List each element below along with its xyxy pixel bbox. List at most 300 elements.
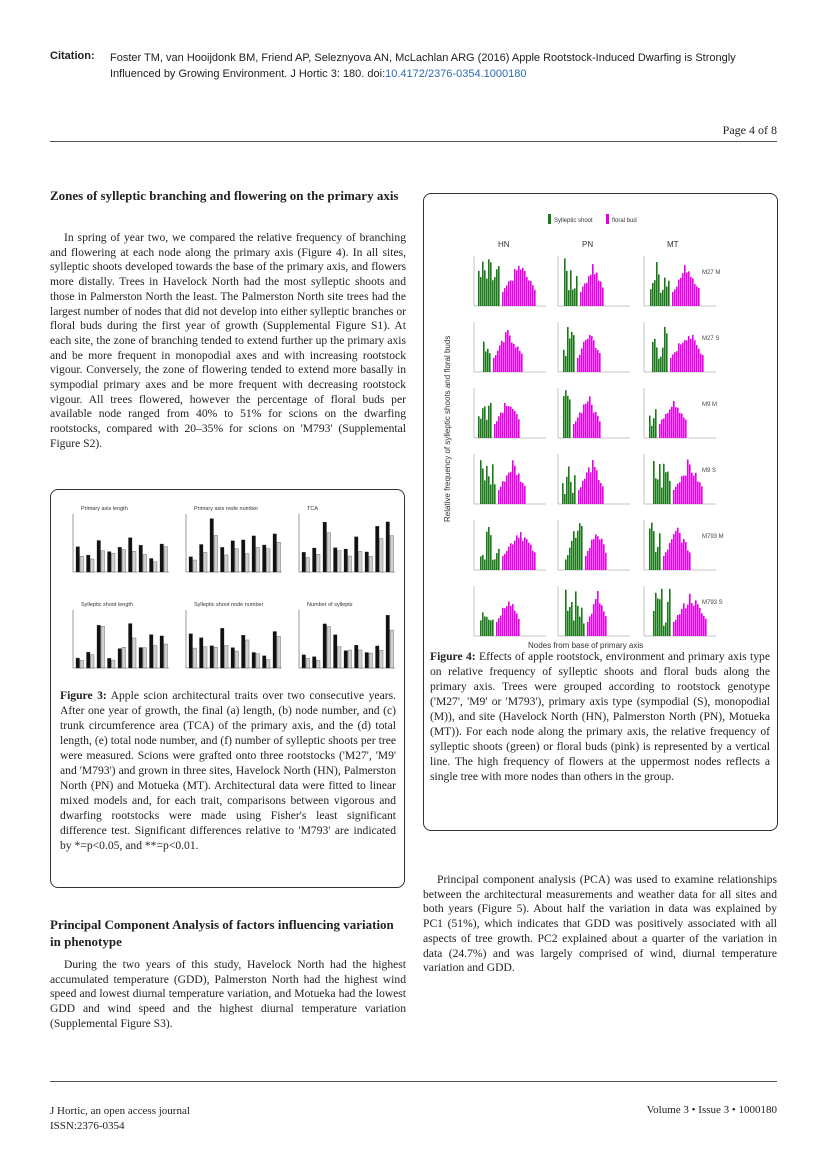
figure-4-green-bar xyxy=(482,555,484,570)
figure-3-bar xyxy=(355,645,359,668)
figure-4-green-bar xyxy=(570,270,572,306)
figure-3-bar xyxy=(313,548,317,572)
figure-3-panel-title: TCA xyxy=(307,506,318,512)
figure-3-bar xyxy=(273,534,277,572)
figure-4-green-bar xyxy=(659,464,661,504)
figure-4-pink-bar xyxy=(682,273,684,306)
figure-3-bar xyxy=(323,624,327,668)
figure-4-pink-bar xyxy=(595,412,597,438)
figure-3-bar xyxy=(112,553,116,572)
figure-4-pink-bar xyxy=(577,418,579,438)
figure-4-green-bar xyxy=(486,617,488,636)
citation-text xyxy=(110,50,780,82)
figure-3-bar xyxy=(108,658,112,668)
figure-4-pink-bar xyxy=(516,414,518,438)
figure-4-pink-bar xyxy=(587,622,589,636)
figure-4-green-bar xyxy=(490,262,492,306)
figure-4-pink-bar xyxy=(687,550,689,570)
figure-4-pink-bar xyxy=(579,412,581,438)
figure-4-caption-label: Figure 4: xyxy=(430,650,476,663)
figure-4-pink-bar xyxy=(597,350,599,372)
figure-4-pink-bar xyxy=(671,539,673,570)
figure-3-bar xyxy=(344,651,348,668)
figure-3-bar xyxy=(164,644,168,668)
figure-3-bar xyxy=(80,556,84,572)
figure-4-pink-bar xyxy=(685,542,687,570)
figure-4-pink-bar xyxy=(512,281,514,306)
figure-3-bar xyxy=(359,551,363,572)
figure-4-green-bar xyxy=(573,531,575,570)
figure-4-pink-bar xyxy=(698,288,700,306)
figure-4-green-bar xyxy=(571,602,573,636)
figure-4-green-bar xyxy=(663,626,665,636)
figure-4-pink-bar xyxy=(590,472,592,504)
figure-4-pink-bar xyxy=(679,614,681,636)
figure-4-pink-bar xyxy=(703,616,705,636)
figure-4-pink-bar xyxy=(510,407,512,438)
legend-sylleptic: Sylleptic shoot xyxy=(554,218,593,224)
figure-4-pink-bar xyxy=(591,614,593,636)
figure-4-green-bar xyxy=(494,484,496,504)
figure-4-green-bar xyxy=(564,258,566,306)
figure-3-bar xyxy=(242,635,246,668)
figure-3-bar xyxy=(154,646,158,668)
figure-4-pink-bar xyxy=(592,460,594,504)
figure-4-green-bar xyxy=(658,274,660,306)
figure-3-bar xyxy=(87,555,91,572)
figure-4-green-bar xyxy=(575,591,577,636)
figure-4-pink-bar xyxy=(524,537,526,570)
figure-3-bar xyxy=(365,652,369,668)
figure-4-pink-bar xyxy=(602,486,604,504)
figure-3-bar xyxy=(267,549,271,572)
figure-4-green-bar xyxy=(667,472,669,504)
figure-4-pink-bar xyxy=(504,288,506,306)
figure-4-pink-bar xyxy=(673,401,675,438)
figure-4-pink-bar xyxy=(693,476,695,504)
figure-4-pink-bar xyxy=(498,416,500,438)
figure-4-green-bar xyxy=(569,399,571,438)
figure-4-pink-bar xyxy=(583,404,585,438)
figure-4-green-bar xyxy=(656,347,658,372)
figure-4-pink-bar xyxy=(667,413,669,438)
figure-3-bar xyxy=(150,635,154,668)
figure-3-bar xyxy=(101,551,105,572)
figure-4-pink-bar xyxy=(675,407,677,438)
figure-3-bar xyxy=(210,519,214,572)
figure-4-pink-bar xyxy=(500,486,502,504)
figure-4-green-bar xyxy=(496,553,498,570)
figure-3-bar xyxy=(369,653,373,668)
figure-4-green-bar xyxy=(655,478,657,504)
figure-4-pink-bar xyxy=(514,611,516,636)
figure-4-pink-bar xyxy=(676,287,678,306)
figure-4-green-bar xyxy=(498,549,500,570)
figure-4-green-bar xyxy=(665,472,667,504)
figure-4-pink-bar xyxy=(676,351,678,372)
figure-4-pink-bar xyxy=(596,273,598,306)
figure-4-green-bar xyxy=(654,280,656,306)
figure-4-pink-bar xyxy=(508,473,510,504)
figure-4-green-bar xyxy=(480,556,482,570)
figure-4-pink-bar xyxy=(493,358,495,372)
figure-4-pink-bar xyxy=(697,481,699,504)
paragraph-pca-intro: During the two years of this study, Havelock North had the highest accumulated temperature (GDD), Palmerston North had the highest wind speed and lowest diurnal temperature variation, and Motueka had the lowest GDD and wind speed and the highest diurnal temperature variation (Supplemental Figure S3). xyxy=(50,958,406,1030)
figure-4-pink-bar xyxy=(661,419,663,438)
figure-4-pink-bar xyxy=(683,476,685,504)
figure-4-green-bar xyxy=(660,357,662,372)
figure-3-bar xyxy=(204,552,208,572)
figure-4-green-bar xyxy=(569,607,571,636)
figure-4-pink-bar xyxy=(589,335,591,372)
figure-3-bar xyxy=(302,552,306,572)
figure-4-pink-bar xyxy=(683,418,685,438)
figure-4-pink-bar xyxy=(675,531,677,570)
figure-4-pink-bar xyxy=(526,539,528,570)
figure-3-bar xyxy=(76,547,80,572)
figure-4-pink-bar xyxy=(698,349,700,372)
figure-3-panel-title: Number of syllepts xyxy=(307,602,353,608)
figure-4-pink-bar xyxy=(508,602,510,636)
figure-4-pink-bar xyxy=(506,551,508,570)
figure-3-bar xyxy=(263,656,267,668)
figure-4-histograms xyxy=(430,202,770,654)
figure-4-pink-bar xyxy=(675,620,677,636)
figure-4-pink-bar xyxy=(685,420,687,438)
figure-3-bar xyxy=(214,535,218,572)
figure-4-pink-bar xyxy=(501,341,503,372)
figure-4-pink-bar xyxy=(685,476,687,504)
figure-4-pink-bar xyxy=(674,289,676,306)
figure-4-pink-bar xyxy=(591,540,593,570)
figure-4-pink-bar xyxy=(590,275,592,306)
figure-3-bar xyxy=(129,538,133,572)
figure-3-bar xyxy=(193,648,197,668)
section-heading-zones: Zones of sylleptic branching and flowering on the primary axis xyxy=(50,188,399,203)
figure-4-green-bar xyxy=(566,477,568,504)
figure-4-green-bar xyxy=(657,598,659,636)
figure-4-pink-bar xyxy=(669,410,671,438)
figure-4-pink-bar xyxy=(521,354,523,372)
figure-4-pink-bar xyxy=(597,536,599,570)
figure-4-green-bar xyxy=(567,555,569,570)
figure-4-pink-bar xyxy=(689,594,691,636)
figure-4-green-bar xyxy=(565,590,567,636)
figure-4-box xyxy=(423,193,778,831)
figure-4-green-bar xyxy=(668,281,670,306)
figure-4-green-bar xyxy=(659,533,661,570)
figure-4-pink-bar xyxy=(663,418,665,438)
figure-4-green-bar xyxy=(489,353,491,372)
figure-4-pink-bar xyxy=(701,486,703,504)
figure-4-pink-bar xyxy=(678,343,680,372)
figure-3-bar xyxy=(344,549,348,572)
figure-4-green-bar xyxy=(574,288,576,306)
figure-4-green-bar xyxy=(571,332,573,372)
figure-4-pink-bar xyxy=(673,622,675,636)
figure-4-pink-bar xyxy=(675,487,677,504)
figure-3-bar xyxy=(376,526,380,572)
figure-4-green-bar xyxy=(483,342,485,372)
figure-4-pink-bar xyxy=(522,268,524,306)
figure-4-pink-bar xyxy=(512,409,514,438)
figure-4-green-bar xyxy=(486,279,488,306)
figure-4-pink-bar xyxy=(520,482,522,504)
figure-4-pink-bar xyxy=(600,483,602,504)
figure-4-green-bar xyxy=(478,416,480,438)
figure-4-green-bar xyxy=(494,559,496,570)
figure-4-pink-bar xyxy=(504,403,506,438)
figure-4-pink-bar xyxy=(684,265,686,306)
figure-3-bar xyxy=(235,549,239,572)
figure-4-green-bar xyxy=(577,531,579,570)
figure-4-pink-bar xyxy=(699,608,701,636)
figure-4-green-bar xyxy=(490,535,492,570)
figure-4-pink-bar xyxy=(582,481,584,504)
figure-4-pink-bar xyxy=(508,406,510,438)
figure-4-pink-bar xyxy=(591,405,593,438)
figure-3-bar xyxy=(91,655,95,668)
figure-3-bar xyxy=(246,640,250,668)
figure-4-green-bar xyxy=(488,406,490,438)
figure-3-bar xyxy=(118,547,122,572)
figure-4-green-bar xyxy=(482,408,484,438)
legend-floral: floral bud xyxy=(612,218,637,224)
footer-volume: Volume 3 • Issue 3 • 1000180 xyxy=(646,1104,777,1116)
figure-4-green-bar xyxy=(664,327,666,372)
figure-4-pink-bar xyxy=(689,552,691,570)
figure-3-bar xyxy=(376,646,380,668)
figure-4-pink-bar xyxy=(597,416,599,438)
figure-4-histogram xyxy=(644,388,716,438)
figure-4-green-bar xyxy=(492,560,494,570)
figure-4-pink-bar xyxy=(504,554,506,570)
figure-4-pink-bar xyxy=(513,344,515,372)
figure-4-pink-bar xyxy=(522,541,524,570)
figure-4-pink-bar xyxy=(685,608,687,636)
figure-4-pink-bar xyxy=(690,339,692,372)
figure-3-box xyxy=(50,489,405,888)
figure-4-pink-bar xyxy=(515,347,517,372)
citation-label: Citation: xyxy=(50,50,95,62)
figure-4-green-bar xyxy=(652,342,654,372)
figure-4-pink-bar xyxy=(498,490,500,504)
figure-4-pink-bar xyxy=(595,348,597,372)
figure-4-pink-bar xyxy=(705,619,707,636)
figure-4-green-bar xyxy=(567,611,569,636)
figure-4-pink-bar xyxy=(589,548,591,570)
figure-4-histogram xyxy=(644,256,716,306)
figure-3-caption-text: Apple scion architectural traits over two consecutive years. After one year of growth, the final (a) length, (b) node number, and (c) trunk circumference area (TCA) of the primary axis, and the (d) total length, (e) total node number, and (f) number of sylleptic shoots per tree were measured. Scions were grafted onto three rootstocks ('M27', 'M9' and 'M793') and grown in three sites, Havelock North (HN), Palmerston North (PN) and Motueka (MT). Architectural data were fitted to linear mixed models and, for each trait, comparisons between vigorous and dwarfing rootstocks were made using Fisher's least significant difference test. Significant differences relative to 'M793' are indicated by *=p<0.05, and **=p<0.01. xyxy=(60,689,396,852)
column-header-hn: HN xyxy=(498,240,510,249)
figure-3-bar xyxy=(277,636,281,668)
figure-4-green-bar xyxy=(577,606,579,636)
figure-4-pink-bar xyxy=(508,547,510,570)
figure-4-green-bar xyxy=(484,616,486,636)
figure-3-bar xyxy=(193,560,197,572)
figure-4-green-bar xyxy=(565,559,567,570)
figure-4-green-bar xyxy=(498,266,500,306)
figure-4-pink-bar xyxy=(518,419,520,438)
figure-3-bar xyxy=(221,628,225,668)
figure-4-pink-bar xyxy=(599,421,601,438)
figure-3-bar xyxy=(150,558,154,572)
figure-4-pink-bar xyxy=(686,272,688,306)
figure-3-panel xyxy=(186,506,282,572)
figure-4-pink-bar xyxy=(598,281,600,306)
citation-reference: Foster TM, van Hooijdonk BM, Friend AP, Seleznyova AN, McLachlan ARG (2016) Apple Rootstock-Induced Dwarfing is Strongly Influenced by Growing Environment. J Hortic 3: 180. doi: xyxy=(110,52,736,80)
figure-4-pink-bar xyxy=(593,340,595,372)
figure-4-pink-bar xyxy=(502,292,504,306)
figure-3-bar xyxy=(313,657,317,668)
figure-4-pink-bar xyxy=(534,290,536,306)
figure-3-bar xyxy=(139,545,143,572)
figure-4-pink-bar xyxy=(534,552,536,570)
figure-4-row-label: M793 S xyxy=(702,600,723,606)
figure-4-pink-bar xyxy=(530,545,532,570)
figure-4-pink-bar xyxy=(514,411,516,438)
figure-4-pink-bar xyxy=(678,280,680,306)
figure-4-green-bar xyxy=(652,283,654,306)
figure-4-histogram xyxy=(644,586,716,636)
figure-4-pink-bar xyxy=(679,482,681,504)
figure-3-bar xyxy=(348,650,352,668)
figure-4-pink-bar xyxy=(577,358,579,372)
figure-4-green-bar xyxy=(651,426,653,438)
figure-4-pink-bar xyxy=(594,274,596,306)
figure-3-bar xyxy=(306,658,310,668)
figure-3-bar xyxy=(317,554,321,572)
figure-4-green-bar xyxy=(567,396,569,438)
figure-4-pink-bar xyxy=(505,332,507,372)
figure-4-pink-bar xyxy=(496,421,498,438)
figure-3-bar xyxy=(133,551,137,572)
figure-4-pink-bar xyxy=(498,618,500,636)
figure-3-bar xyxy=(302,655,306,668)
figure-4-pink-bar xyxy=(593,412,595,438)
figure-4-green-bar xyxy=(486,420,488,438)
figure-4-pink-bar xyxy=(584,283,586,306)
figure-3-bar xyxy=(143,554,147,572)
figure-4-pink-bar xyxy=(595,599,597,636)
figure-4-pink-bar xyxy=(511,343,513,372)
figure-4-pink-bar xyxy=(520,532,522,570)
figure-4-green-bar xyxy=(568,290,570,306)
figure-3-panel xyxy=(73,506,169,572)
figure-4-pink-bar xyxy=(589,396,591,438)
figure-4-green-bar xyxy=(573,335,575,372)
figure-4-pink-bar xyxy=(510,280,512,306)
figure-4-pink-bar xyxy=(588,276,590,306)
figure-4-pink-bar xyxy=(663,556,665,570)
figure-4-pink-bar xyxy=(579,355,581,372)
figure-4-histogram xyxy=(474,454,546,504)
figure-3-bar xyxy=(91,559,95,572)
figure-3-bar xyxy=(369,556,373,572)
figure-4-pink-bar xyxy=(696,286,698,306)
figure-4-pink-bar xyxy=(687,605,689,636)
figure-4-pink-bar xyxy=(665,414,667,438)
figure-4-histogram xyxy=(558,586,630,636)
figure-4-green-bar xyxy=(484,480,486,504)
figure-4-green-bar xyxy=(485,351,487,372)
figure-4-green-bar xyxy=(488,476,490,504)
figure-4-pink-bar xyxy=(524,271,526,306)
figure-4-pink-bar xyxy=(684,340,686,372)
figure-4-green-bar xyxy=(579,617,581,636)
figure-4-pink-bar xyxy=(578,490,580,504)
figure-4-green-bar xyxy=(488,527,490,570)
figure-4-pink-bar xyxy=(695,473,697,504)
figure-4-green-bar xyxy=(482,262,484,306)
page-number: Page 4 of 8 xyxy=(722,123,777,137)
figure-4-green-bar xyxy=(574,475,576,504)
figure-4-pink-bar xyxy=(597,591,599,636)
figure-4-pink-bar xyxy=(503,342,505,372)
figure-4-pink-bar xyxy=(530,281,532,306)
figure-3-bar xyxy=(231,648,235,668)
figure-3-bar xyxy=(380,538,384,572)
figure-3-bar xyxy=(80,660,84,668)
figure-4-green-bar xyxy=(662,290,664,306)
figure-4-green-bar xyxy=(581,608,583,636)
figure-3-bar xyxy=(154,562,158,572)
figure-4-histogram xyxy=(558,520,630,570)
figure-3-bar xyxy=(317,660,321,668)
figure-4-histogram xyxy=(474,520,546,570)
figure-4-pink-bar xyxy=(699,482,701,504)
figure-3-charts xyxy=(57,496,397,686)
figure-4-pink-bar xyxy=(679,413,681,438)
figure-4-pink-bar xyxy=(671,407,673,438)
figure-3-bar xyxy=(160,636,164,668)
figure-4-pink-bar xyxy=(605,553,607,570)
figure-4-pink-bar xyxy=(522,483,524,504)
figure-4-pink-bar xyxy=(524,486,526,504)
figure-3-bar xyxy=(225,646,229,668)
figure-4-green-bar xyxy=(655,409,657,438)
figure-4-pink-bar xyxy=(591,336,593,372)
figure-3-panel xyxy=(299,506,395,572)
figure-3-bar xyxy=(189,557,193,572)
figure-3-bar xyxy=(380,650,384,668)
figure-4-pink-bar xyxy=(528,280,530,306)
figure-4-green-bar xyxy=(667,602,669,636)
figure-4-green-bar xyxy=(488,620,490,636)
figure-4-pink-bar xyxy=(693,606,695,636)
footer-issn: ISSN:2376-0354 xyxy=(50,1120,125,1132)
figure-4-pink-bar xyxy=(504,482,506,504)
figure-4-pink-bar xyxy=(674,352,676,372)
figure-4-pink-bar xyxy=(596,470,598,504)
figure-3-bar xyxy=(390,630,394,668)
figure-4-pink-bar xyxy=(599,603,601,636)
figure-4-green-bar xyxy=(494,277,496,306)
figure-4-pink-bar xyxy=(518,473,520,504)
doi-link[interactable]: 10.4172/2376-0354.1000180 xyxy=(385,68,527,80)
figure-3-bar xyxy=(246,554,250,572)
figure-3-bar xyxy=(263,545,267,572)
figure-4-pink-bar xyxy=(672,292,674,306)
figure-3-bar xyxy=(327,533,331,572)
section-heading-pca: Principal Component Analysis of factors influencing variation in phenotype xyxy=(50,917,394,949)
figure-4-pink-bar xyxy=(690,277,692,306)
figure-4-pink-bar xyxy=(512,604,514,636)
figure-4-pink-bar xyxy=(502,481,504,504)
figure-4-pink-bar xyxy=(670,358,672,372)
figure-4-green-bar xyxy=(660,293,662,306)
figure-3-bar xyxy=(338,551,342,572)
